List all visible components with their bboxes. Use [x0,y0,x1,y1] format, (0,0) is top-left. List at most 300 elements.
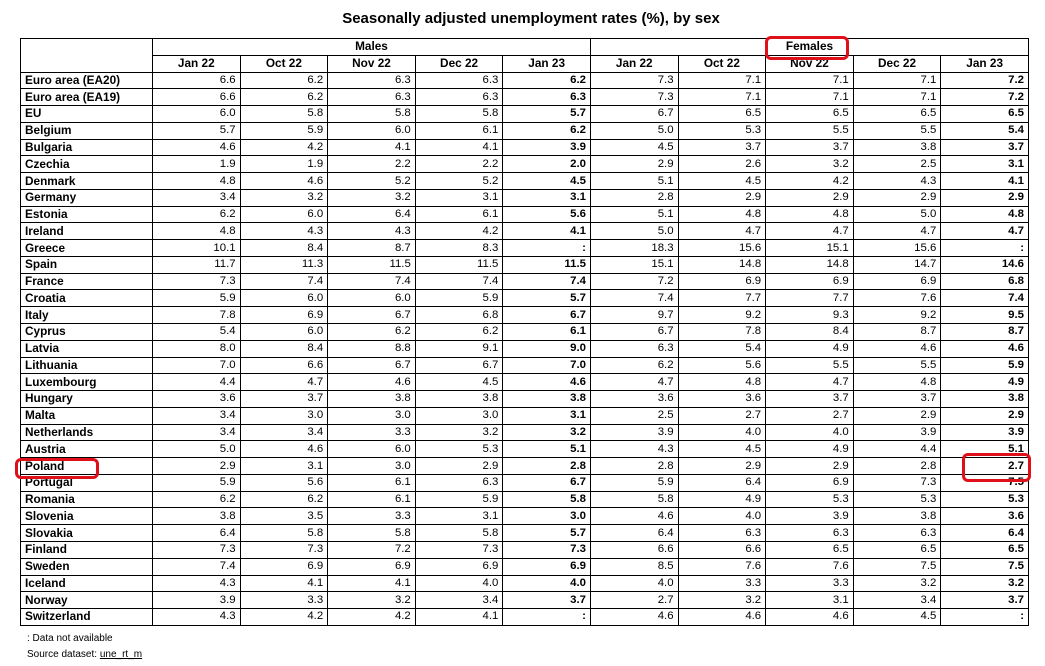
females-value-cell: 9.2 [853,307,941,324]
males-value-cell: 4.2 [415,223,503,240]
females-value-cell: 3.1 [941,156,1029,173]
males-value-cell: 8.7 [328,240,416,257]
table-row [21,122,1029,139]
females-value-cell: 6.5 [853,541,941,558]
males-value-cell: 6.2 [240,89,328,106]
table-row [21,273,1029,290]
males-value-cell: 7.4 [328,273,416,290]
females-value-cell: 5.9 [590,474,678,491]
males-value-cell: 6.1 [415,122,503,139]
females-value-cell: 7.5 [941,474,1029,491]
males-value-cell: 4.3 [240,223,328,240]
males-value-cell: 5.7 [503,106,591,123]
males-value-cell: 3.3 [240,592,328,609]
females-value-cell: 4.6 [678,609,766,626]
females-value-cell: 6.3 [590,340,678,357]
females-value-cell: 4.1 [941,173,1029,190]
males-value-cell: 6.2 [153,206,241,223]
males-value-cell: 5.8 [328,106,416,123]
males-value-cell: 3.0 [328,407,416,424]
males-value-cell: 3.1 [503,407,591,424]
country-cell: Romania [21,491,153,508]
females-value-cell: 2.7 [590,592,678,609]
females-value-cell: 2.8 [590,189,678,206]
females-value-cell: 14.7 [853,256,941,273]
males-value-cell: 8.3 [415,240,503,257]
females-value-cell: 6.4 [678,474,766,491]
males-value-cell: 5.8 [240,525,328,542]
females-value-cell: 4.8 [678,206,766,223]
females-value-cell: 14.8 [678,256,766,273]
month-header: Dec 22 [415,55,503,72]
table-row [21,189,1029,206]
females-value-cell: 2.9 [853,407,941,424]
table-row [21,256,1029,273]
males-value-cell: 5.9 [415,290,503,307]
females-value-cell: 3.9 [766,508,854,525]
males-value-cell: 6.1 [503,324,591,341]
females-value-cell: 7.5 [853,558,941,575]
table-row [21,290,1029,307]
month-header: Jan 23 [941,55,1029,72]
males-value-cell: 6.2 [328,324,416,341]
females-value-cell: 3.2 [766,156,854,173]
females-value-cell: 3.6 [678,391,766,408]
country-cell: Poland [21,458,153,475]
males-value-cell: 3.4 [415,592,503,609]
country-cell: Estonia [21,206,153,223]
country-cell: Luxembourg [21,374,153,391]
females-value-cell: 2.8 [590,458,678,475]
females-value-cell: 5.3 [766,491,854,508]
males-group-header: Males [153,39,591,56]
males-value-cell: 5.2 [328,173,416,190]
country-cell: Czechia [21,156,153,173]
females-value-cell: 6.3 [678,525,766,542]
males-value-cell: 3.2 [503,424,591,441]
country-cell: Croatia [21,290,153,307]
males-value-cell: 3.8 [415,391,503,408]
females-value-cell: 2.7 [678,407,766,424]
males-value-cell: 6.3 [415,72,503,89]
males-value-cell: 4.8 [153,173,241,190]
males-value-cell: 7.0 [153,357,241,374]
males-value-cell: 6.1 [328,491,416,508]
males-value-cell: 3.4 [153,424,241,441]
month-header: Oct 22 [678,55,766,72]
males-value-cell: 3.7 [240,391,328,408]
males-value-cell: 6.6 [153,89,241,106]
table-row [21,441,1029,458]
table-row [21,173,1029,190]
females-value-cell: 15.1 [766,240,854,257]
males-value-cell: 5.8 [328,525,416,542]
males-value-cell: 3.0 [415,407,503,424]
table-row [21,106,1029,123]
females-value-cell: 9.2 [678,307,766,324]
females-value-cell: 7.4 [590,290,678,307]
males-value-cell: 6.0 [240,290,328,307]
females-value-cell: 6.2 [590,357,678,374]
males-value-cell: 2.9 [415,458,503,475]
females-value-cell: 7.1 [678,72,766,89]
country-cell: Iceland [21,575,153,592]
males-value-cell: 5.0 [153,441,241,458]
females-value-cell: 14.8 [766,256,854,273]
source-note [27,647,142,663]
table-row [21,391,1029,408]
females-value-cell: 4.8 [941,206,1029,223]
males-value-cell: 6.9 [328,558,416,575]
females-value-cell: 8.7 [853,324,941,341]
males-value-cell: 1.9 [153,156,241,173]
females-value-cell: 6.5 [678,106,766,123]
males-value-cell: 3.2 [328,189,416,206]
country-cell: Hungary [21,391,153,408]
females-value-cell: 6.4 [590,525,678,542]
females-value-cell: 7.3 [590,72,678,89]
females-value-cell: 6.9 [678,273,766,290]
males-value-cell: 8.4 [240,240,328,257]
females-value-cell: 4.6 [590,508,678,525]
males-value-cell: 5.1 [503,441,591,458]
females-value-cell: 3.7 [941,139,1029,156]
table-row [21,541,1029,558]
females-value-cell: 7.6 [766,558,854,575]
males-value-cell: 5.7 [503,290,591,307]
males-value-cell: 3.9 [503,139,591,156]
males-value-cell: 5.6 [503,206,591,223]
females-value-cell: 4.8 [678,374,766,391]
males-value-cell: 3.0 [503,508,591,525]
females-value-cell: 3.6 [590,391,678,408]
table-row [21,307,1029,324]
females-value-cell: 7.2 [941,72,1029,89]
females-value-cell: 5.5 [766,122,854,139]
males-value-cell: 6.3 [328,72,416,89]
females-value-cell: 6.3 [766,525,854,542]
females-value-cell: 6.9 [766,474,854,491]
table-row [21,206,1029,223]
males-value-cell: 6.6 [153,72,241,89]
males-value-cell: 3.7 [503,592,591,609]
country-cell: Germany [21,189,153,206]
males-value-cell: 5.7 [503,525,591,542]
table-body [21,72,1029,625]
males-value-cell: 4.3 [153,609,241,626]
month-header: Nov 22 [328,55,416,72]
females-value-cell: 7.1 [853,89,941,106]
females-value-cell: 7.1 [766,72,854,89]
females-value-cell: 5.5 [853,122,941,139]
males-value-cell: 5.8 [240,106,328,123]
males-value-cell: 6.0 [328,290,416,307]
females-value-cell: 4.8 [853,374,941,391]
females-value-cell: 4.5 [853,609,941,626]
females-value-cell: 3.8 [853,139,941,156]
females-value-cell: 5.9 [941,357,1029,374]
females-value-cell: 3.9 [590,424,678,441]
females-value-cell: 4.5 [678,173,766,190]
females-value-cell: 6.7 [590,106,678,123]
country-cell: EU [21,106,153,123]
males-value-cell: 6.2 [153,491,241,508]
country-cell: Greece [21,240,153,257]
females-value-cell: 3.2 [941,575,1029,592]
females-value-cell: 3.9 [853,424,941,441]
males-value-cell: 5.9 [415,491,503,508]
females-value-cell: 5.0 [590,122,678,139]
table-row [21,424,1029,441]
males-value-cell: 3.6 [153,391,241,408]
males-value-cell: : [503,609,591,626]
males-value-cell: : [503,240,591,257]
males-value-cell: 2.0 [503,156,591,173]
males-value-cell: 4.1 [415,609,503,626]
females-value-cell: 4.2 [766,173,854,190]
males-value-cell: 6.2 [503,122,591,139]
females-value-cell: 3.8 [941,391,1029,408]
males-value-cell: 6.7 [415,357,503,374]
females-value-cell: 5.3 [941,491,1029,508]
males-value-cell: 7.3 [153,273,241,290]
month-header: Oct 22 [240,55,328,72]
males-value-cell: 3.2 [240,189,328,206]
males-value-cell: 9.1 [415,340,503,357]
females-value-cell: 3.3 [678,575,766,592]
males-value-cell: 4.6 [503,374,591,391]
males-value-cell: 6.3 [415,474,503,491]
males-value-cell: 5.4 [153,324,241,341]
males-value-cell: 6.1 [328,474,416,491]
males-value-cell: 4.6 [328,374,416,391]
month-header: Jan 23 [503,55,591,72]
females-value-cell: 6.6 [678,541,766,558]
males-value-cell: 4.6 [240,173,328,190]
females-value-cell: 5.3 [678,122,766,139]
females-value-cell: 3.3 [766,575,854,592]
males-value-cell: 5.3 [415,441,503,458]
females-value-cell: 2.9 [941,189,1029,206]
males-value-cell: 3.3 [328,424,416,441]
males-value-cell: 6.2 [240,72,328,89]
males-value-cell: 5.8 [415,106,503,123]
females-value-cell: 2.7 [941,458,1029,475]
females-value-cell: 8.7 [941,324,1029,341]
females-value-cell: 7.3 [853,474,941,491]
males-value-cell: 6.7 [328,307,416,324]
females-value-cell: 7.6 [678,558,766,575]
source-dataset-link[interactable]: une_rt_m [99,649,143,660]
males-value-cell: 6.9 [415,558,503,575]
males-value-cell: 6.3 [328,89,416,106]
country-cell: Norway [21,592,153,609]
males-value-cell: 5.8 [415,525,503,542]
males-value-cell: 6.8 [415,307,503,324]
males-value-cell: 4.3 [328,223,416,240]
females-value-cell: 6.9 [766,273,854,290]
males-value-cell: 6.7 [503,474,591,491]
males-value-cell: 6.4 [328,206,416,223]
table-row [21,374,1029,391]
country-cell: Latvia [21,340,153,357]
females-value-cell: 4.8 [766,206,854,223]
females-value-cell: 5.0 [853,206,941,223]
females-value-cell: 7.1 [766,89,854,106]
females-value-cell: 2.9 [941,407,1029,424]
males-value-cell: 3.4 [240,424,328,441]
males-value-cell: 4.5 [415,374,503,391]
males-value-cell: 2.8 [503,458,591,475]
males-value-cell: 6.7 [503,307,591,324]
females-value-cell: 4.6 [590,609,678,626]
females-value-cell: 3.7 [853,391,941,408]
females-value-cell: 5.3 [853,491,941,508]
females-value-cell: 4.5 [678,441,766,458]
females-value-cell: 7.2 [941,89,1029,106]
country-cell: Switzerland [21,609,153,626]
females-value-cell: 4.7 [766,374,854,391]
table-row [21,407,1029,424]
females-value-cell: 2.9 [766,458,854,475]
females-value-cell: 3.1 [766,592,854,609]
males-value-cell: 7.4 [240,273,328,290]
females-value-cell: 3.7 [678,139,766,156]
month-header-row [21,55,1029,72]
females-value-cell: 2.5 [590,407,678,424]
table-row [21,558,1029,575]
males-value-cell: 8.8 [328,340,416,357]
males-value-cell: 4.2 [240,609,328,626]
males-value-cell: 3.8 [153,508,241,525]
females-value-cell: 2.7 [766,407,854,424]
females-value-cell: 14.6 [941,256,1029,273]
males-value-cell: 4.5 [503,173,591,190]
females-value-cell: 4.9 [941,374,1029,391]
females-value-cell: 6.5 [941,541,1029,558]
females-value-cell: 3.9 [941,424,1029,441]
country-cell: Finland [21,541,153,558]
females-value-cell: 6.5 [941,106,1029,123]
country-cell: Spain [21,256,153,273]
males-value-cell: 4.1 [415,139,503,156]
males-value-cell: 5.9 [153,290,241,307]
females-value-cell: 3.2 [853,575,941,592]
males-value-cell: 3.1 [240,458,328,475]
females-value-cell: 4.0 [590,575,678,592]
females-value-cell: 4.7 [853,223,941,240]
females-value-cell: 3.4 [853,592,941,609]
males-value-cell: 5.6 [240,474,328,491]
females-value-cell: 15.1 [590,256,678,273]
males-value-cell: 10.1 [153,240,241,257]
males-value-cell: 4.7 [240,374,328,391]
table-row [21,340,1029,357]
males-value-cell: 7.4 [415,273,503,290]
females-value-cell: 4.0 [766,424,854,441]
country-cell: Portugal [21,474,153,491]
males-value-cell: 3.5 [240,508,328,525]
males-value-cell: 5.2 [415,173,503,190]
males-value-cell: 6.4 [153,525,241,542]
males-value-cell: 4.6 [153,139,241,156]
country-cell: Slovenia [21,508,153,525]
males-value-cell: 4.0 [503,575,591,592]
females-value-cell: 7.4 [941,290,1029,307]
females-value-cell: 4.6 [766,609,854,626]
group-header-row [21,39,1029,56]
females-value-cell: 6.4 [941,525,1029,542]
country-cell: Austria [21,441,153,458]
females-value-cell: 7.1 [678,89,766,106]
females-value-cell: 4.9 [766,441,854,458]
males-value-cell: 3.2 [415,424,503,441]
country-cell: Sweden [21,558,153,575]
males-value-cell: 2.9 [153,458,241,475]
table-row [21,575,1029,592]
males-value-cell: 4.1 [240,575,328,592]
unemployment-table [20,38,1029,626]
males-value-cell: 4.2 [328,609,416,626]
females-value-cell: 9.7 [590,307,678,324]
males-value-cell: 4.2 [240,139,328,156]
males-value-cell: 7.3 [153,541,241,558]
females-value-cell: 6.9 [853,273,941,290]
country-cell: Ireland [21,223,153,240]
males-value-cell: 7.3 [240,541,328,558]
table-row [21,508,1029,525]
males-value-cell: 6.2 [503,72,591,89]
males-value-cell: 6.0 [240,324,328,341]
males-value-cell: 6.9 [240,558,328,575]
males-value-cell: 7.8 [153,307,241,324]
males-value-cell: 11.5 [415,256,503,273]
country-cell: Euro area (EA20) [21,72,153,89]
month-header: Jan 22 [153,55,241,72]
males-value-cell: 9.0 [503,340,591,357]
females-value-cell: 7.3 [590,89,678,106]
table-row [21,72,1029,89]
table-row [21,240,1029,257]
females-value-cell: 7.7 [678,290,766,307]
males-value-cell: 4.6 [240,441,328,458]
males-value-cell: 4.1 [328,575,416,592]
females-value-cell: 4.3 [590,441,678,458]
males-value-cell: 7.3 [415,541,503,558]
table-row [21,223,1029,240]
females-group-header: Females [590,39,1028,56]
country-cell: Cyprus [21,324,153,341]
country-cell: Slovakia [21,525,153,542]
table-row [21,357,1029,374]
table-row [21,592,1029,609]
females-value-cell: 2.8 [853,458,941,475]
females-value-cell: 4.9 [766,340,854,357]
females-value-cell: 7.8 [678,324,766,341]
males-value-cell: 3.1 [503,189,591,206]
females-value-cell: 9.3 [766,307,854,324]
country-cell: Euro area (EA19) [21,89,153,106]
females-value-cell: 4.7 [590,374,678,391]
table-row [21,525,1029,542]
females-value-cell: 2.9 [766,189,854,206]
females-value-cell: 6.5 [853,106,941,123]
males-value-cell: 5.9 [240,122,328,139]
table-title: Seasonally adjusted unemployment rates (%), by sex [342,10,720,27]
males-value-cell: 4.1 [503,223,591,240]
females-value-cell: 4.3 [853,173,941,190]
females-value-cell: 5.4 [678,340,766,357]
